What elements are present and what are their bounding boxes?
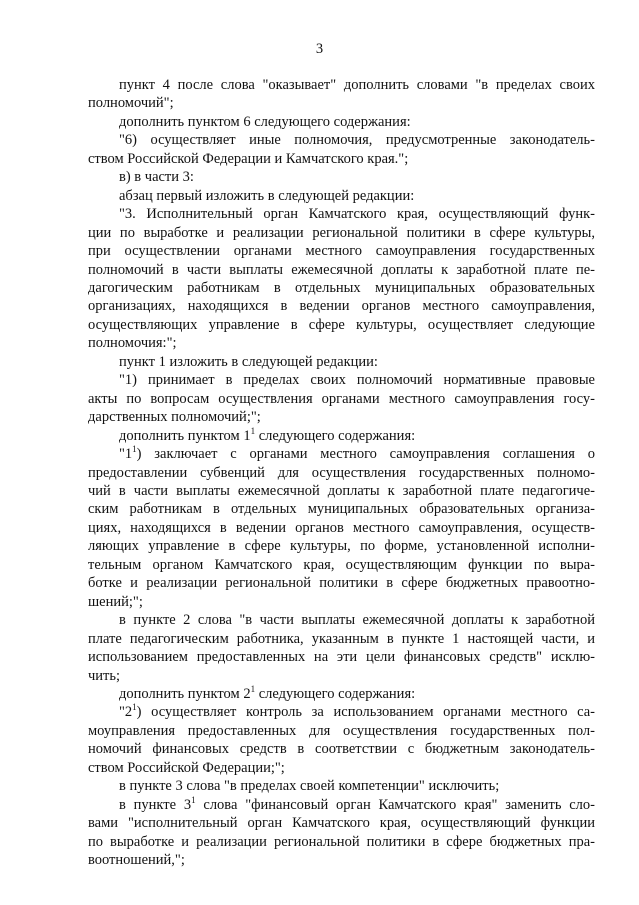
text-line-main: дарственных полномочий;";	[88, 409, 261, 426]
text-line	[88, 150, 595, 168]
text-line-main: ским работникам в отдельных муниципальных образовательных организа-	[88, 501, 595, 518]
text-line	[88, 796, 595, 814]
text-line	[88, 187, 595, 205]
text-line	[88, 464, 595, 482]
text-line-main: в пункте 2 слова "в части выплаты ежемесячной доплаты к заработной	[119, 612, 595, 629]
text-line-main: "2	[119, 704, 133, 721]
text-line	[88, 76, 595, 94]
text-line	[88, 279, 595, 297]
text-line-main: осуществляющих управление в сфере культуры, осуществляет следующие	[88, 316, 595, 333]
text-line-main: ством Российской Федерации и Камчатского края.";	[88, 150, 409, 167]
text-line-rest: ) осуществляет контроль за использованием органами местного са-	[136, 704, 595, 721]
text-line-main: моуправления предоставленных для осуществления государственных пол-	[88, 722, 595, 739]
superscript-index: 1	[250, 425, 256, 436]
text-line-rest: следующего содержания:	[255, 427, 416, 444]
text-line	[88, 703, 595, 721]
text-line	[88, 390, 595, 408]
text-line-main: полномочий";	[88, 95, 174, 112]
text-line	[88, 630, 595, 648]
page-number: 3	[315, 41, 324, 57]
text-line-main: тельным органом Камчатского края, осуществляющим функции по выра-	[88, 556, 595, 573]
text-line-main: "3. Исполнительный орган Камчатского края, осуществляющий функ-	[119, 206, 595, 223]
text-line	[88, 94, 595, 112]
text-line	[88, 113, 595, 131]
text-line	[88, 611, 595, 629]
text-line-main: полномочия:";	[88, 335, 177, 352]
text-line	[88, 224, 595, 242]
text-line	[88, 261, 595, 279]
text-line-main: по выработке и реализации региональной политики в сфере бюджетных пра-	[88, 833, 595, 850]
text-line	[88, 205, 595, 223]
text-line-main: в) в части 3:	[119, 169, 194, 186]
text-line-rest: ) заключает с органами местного самоуправления соглашения о	[136, 446, 595, 463]
text-line	[88, 556, 595, 574]
text-line	[88, 427, 595, 445]
text-line-main: чить;	[88, 667, 121, 684]
text-line	[88, 500, 595, 518]
text-line	[88, 316, 595, 334]
text-line	[88, 648, 595, 666]
text-line-main: использованием предоставленных на эти цели финансовых средств" исклю-	[88, 649, 595, 666]
text-line	[88, 408, 595, 426]
text-line-main: ции по выработке и реализации региональной политики в сфере культуры,	[88, 224, 595, 241]
text-line-main: "6) осуществляет иные полномочия, предусмотренные законодатель-	[119, 132, 595, 149]
text-line	[88, 740, 595, 758]
text-line-main: пункт 4 после слова "оказывает" дополнить словами "в пределах своих	[119, 77, 595, 93]
text-line	[88, 445, 595, 463]
text-line	[88, 537, 595, 555]
text-line-main: чий в части выплаты ежемесячной доплаты к заработной плате педагогиче-	[88, 482, 595, 499]
text-line	[88, 242, 595, 260]
text-line-main: пункт 1 изложить в следующей редакции:	[119, 353, 378, 370]
text-line-main: дополнить пунктом 2	[119, 685, 251, 702]
text-line	[88, 519, 595, 537]
text-line-main: в пункте 3 слова "в пределах своей компетенции" исключить;	[119, 778, 500, 795]
text-line-main: шений;";	[88, 593, 143, 610]
text-line	[88, 759, 595, 777]
text-line	[88, 685, 595, 703]
text-line-main: организациях, находящихся в ведении органов местного самоуправления,	[88, 298, 595, 315]
text-line-main: ством Российской Федерации;";	[88, 759, 285, 776]
text-line-main: ботке и реализации региональной политики в сфере бюджетных правоотно-	[88, 575, 595, 592]
superscript-index: 1	[132, 444, 137, 455]
text-line-main: номочий финансовых средств в соответствии с бюджетным законодатель-	[88, 741, 595, 758]
superscript-index: 1	[132, 702, 137, 713]
text-line	[88, 371, 595, 389]
text-line	[88, 593, 595, 611]
text-line-main: предоставлении субвенций для осуществления государственных полномо-	[88, 464, 595, 481]
text-line	[88, 833, 595, 851]
text-line-rest: следующего содержания:	[255, 685, 416, 702]
text-line	[88, 667, 595, 685]
text-line-main: в пункте 3	[119, 796, 192, 813]
text-line	[88, 814, 595, 832]
text-line-main: циях, находящихся в ведении органов местного самоуправления, осуществ-	[88, 519, 595, 536]
text-line	[88, 353, 595, 371]
text-line	[88, 574, 595, 592]
text-line-main: воотношений,";	[88, 852, 185, 869]
superscript-index: 1	[250, 683, 256, 694]
text-line	[88, 297, 595, 315]
text-line-main: дополнить пунктом 6 следующего содержания:	[119, 113, 411, 130]
text-line-main: вами "исполнительный орган Камчатского края, осуществляющий функции	[88, 815, 595, 832]
text-line-rest: слова "финансовый орган Камчатского края" заменить сло-	[195, 796, 595, 813]
text-line-main: акты по вопросам осуществления органами местного самоуправления госу-	[88, 390, 595, 407]
text-line-main: ляющих управление в сфере культуры, по форме, установленной исполни-	[88, 538, 595, 555]
text-line	[88, 131, 595, 149]
document-body	[88, 76, 595, 869]
text-line	[88, 168, 595, 186]
text-line-main: "1) принимает в пределах своих полномочий нормативные правовые	[119, 372, 595, 389]
text-line	[88, 334, 595, 352]
text-line	[88, 722, 595, 740]
superscript-index: 1	[191, 794, 196, 805]
text-line-main: абзац первый изложить в следующей редакции:	[119, 187, 415, 204]
text-line-main: полномочий в части выплаты ежемесячной доплаты к заработной плате пе-	[88, 261, 595, 278]
text-line-main: при осуществлении органами местного самоуправления государственных	[88, 243, 595, 260]
text-line	[88, 482, 595, 500]
text-line-main: "1	[119, 446, 133, 463]
text-line	[88, 851, 595, 869]
text-line-main: дополнить пунктом 1	[119, 427, 251, 444]
text-line-main: плате педагогическим работника, указанным в пункте 1 настоящей части, и	[88, 630, 595, 647]
text-line-main: дагогическим работникам в отдельных муниципальных образовательных	[88, 279, 595, 296]
text-line	[88, 777, 595, 795]
